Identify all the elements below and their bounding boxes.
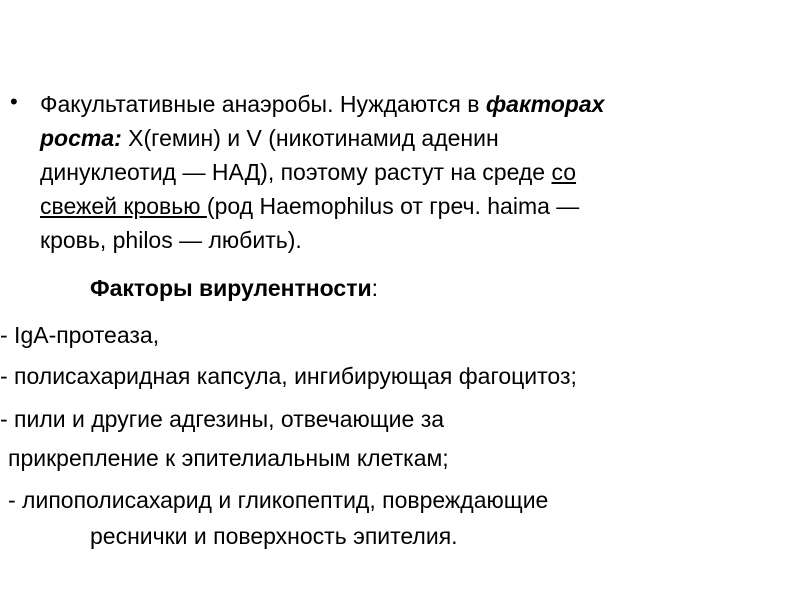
emphasis-text: роста: [40, 125, 122, 151]
main-line-5 [40, 223, 790, 257]
main-line-4 [40, 189, 790, 223]
heading-colon: : [371, 275, 379, 301]
emphasis-text: факторах [485, 91, 605, 117]
underlined-text: со [551, 159, 577, 185]
list-item-iga: - IgA-протеаза, [0, 322, 160, 348]
text-run: (род Haemophilus от греч. haima — [206, 193, 580, 219]
bullet-marker: • [10, 89, 18, 114]
list-item-lps-line1: - липополисахарид и гликопептид, повреждающие [8, 487, 549, 513]
list-item-capsule: - полисахаридная капсула, ингибирующая фагоцитоз; [0, 363, 577, 389]
list-item-lps-line2: реснички и поверхность эпителия. [90, 523, 458, 549]
text-run: кровь, philos — любить). [40, 227, 302, 253]
main-line-2 [40, 121, 790, 155]
main-paragraph [40, 87, 790, 257]
list-item-pili-line2: прикрепление к эпителиальным клеткам; [8, 445, 449, 471]
text-run: Факультативные анаэробы. Нуждаются в [40, 91, 486, 117]
list-item-pili-line1: - пили и другие адгезины, отвечающие за [0, 406, 445, 432]
main-line-1 [40, 87, 790, 121]
underlined-text: свежей кровью [40, 193, 207, 219]
text-run: динуклеотид — НАД), поэтому растут на среде [40, 159, 552, 185]
virulence-heading [90, 273, 378, 303]
text-run: X(гемин) и V (никотинамид аденин [121, 125, 499, 151]
heading-text: Факторы вирулентности [90, 275, 372, 301]
main-line-3 [40, 155, 790, 189]
